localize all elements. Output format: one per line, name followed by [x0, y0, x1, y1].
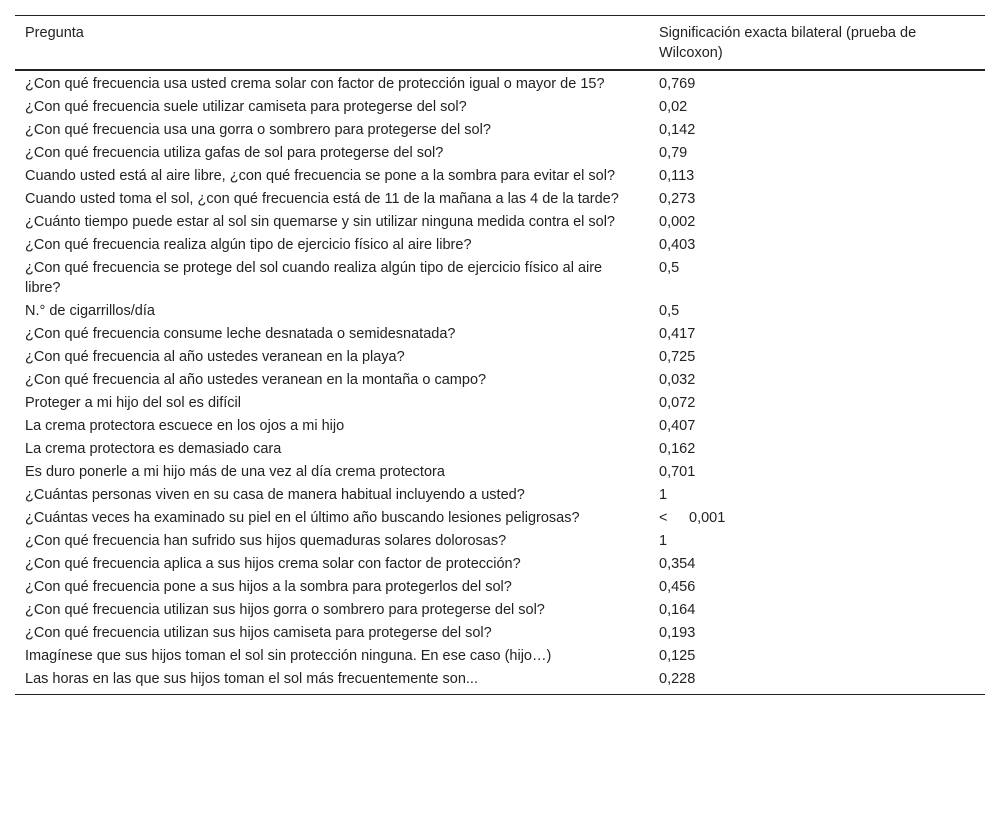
value-cell: 0,02 — [659, 99, 688, 115]
table-row — [15, 142, 985, 165]
value-cell: 0,002 — [659, 214, 696, 230]
value-cell: 0,354 — [659, 556, 696, 572]
question-cell: La crema protectora escuece en los ojos a mi hijo — [25, 418, 345, 434]
question-cell: Imagínese que sus hijos toman el sol sin protección ninguna. En ese caso (hijo…) — [25, 648, 552, 664]
question-cell: ¿Con qué frecuencia al año ustedes veranean en la montaña o campo? — [25, 372, 487, 388]
value-cell: 0,5 — [659, 303, 680, 319]
table-row — [15, 599, 985, 622]
question-cell: Las horas en las que sus hijos toman el sol más frecuentemente son... — [25, 671, 478, 687]
table-row — [15, 211, 985, 234]
value-cell: 0,113 — [659, 168, 695, 184]
value-cell: 0,417 — [659, 326, 696, 342]
value-cell: 0,228 — [659, 671, 696, 687]
table-row — [15, 392, 985, 415]
value-cell: 0,769 — [659, 76, 696, 92]
header-row — [15, 16, 985, 71]
question-cell: ¿Con qué frecuencia usa usted crema solar con factor de protección igual o mayor de 15? — [25, 76, 605, 92]
value-cell: 0,725 — [659, 349, 696, 365]
value-cell: 0,072 — [659, 395, 696, 411]
value-cell: 1 — [659, 533, 668, 549]
table-body — [15, 70, 985, 695]
value-cell: 0,403 — [659, 237, 696, 253]
question-cell: ¿Con qué frecuencia han sufrido sus hijos quemaduras solares dolorosas? — [25, 533, 507, 549]
question-cell: ¿Con qué frecuencia realiza algún tipo de ejercicio físico al aire libre? — [25, 237, 472, 253]
value-cell: 0,5 — [659, 260, 680, 276]
question-cell: ¿Con qué frecuencia se protege del sol cuando realiza algún tipo de ejercicio físico al aire libre? — [25, 260, 603, 296]
question-cell: N.° de cigarrillos/día — [25, 303, 155, 319]
table-row — [15, 70, 985, 96]
table-header — [15, 16, 985, 71]
table-row — [15, 438, 985, 461]
table-row — [15, 553, 985, 576]
question-cell: ¿Con qué frecuencia suele utilizar camiseta para protegerse del sol? — [25, 99, 467, 115]
value-cell: 0,142 — [659, 122, 696, 138]
table-row — [15, 119, 985, 142]
table-row — [15, 576, 985, 599]
question-cell: Es duro ponerle a mi hijo más de una vez al día crema protectora — [25, 464, 445, 480]
value-cell: 1 — [659, 487, 668, 503]
table-row — [15, 369, 985, 392]
table-row — [15, 165, 985, 188]
value-cell: 0,701 — [659, 464, 696, 480]
value-cell: 0,032 — [659, 372, 696, 388]
table-row — [15, 188, 985, 211]
question-cell: ¿Con qué frecuencia utilizan sus hijos camiseta para protegerse del sol? — [25, 625, 492, 641]
table-row — [15, 461, 985, 484]
value-cell: 0,164 — [659, 602, 696, 618]
question-cell: Cuando usted está al aire libre, ¿con qué frecuencia se pone a la sombra para evitar el sol? — [25, 168, 616, 184]
value-cell — [649, 507, 985, 530]
table-row — [15, 622, 985, 645]
question-cell: ¿Con qué frecuencia usa una gorra o sombrero para protegerse del sol? — [25, 122, 491, 138]
question-cell: ¿Con qué frecuencia aplica a sus hijos crema solar con factor de protección? — [25, 556, 521, 572]
value-cell: 0,162 — [659, 441, 696, 457]
question-cell: Cuando usted toma el sol, ¿con qué frecuencia está de 11 de la mañana a las 4 de la tarde? — [25, 191, 619, 207]
table-row — [15, 96, 985, 119]
value-text: 0,001 — [689, 510, 726, 526]
question-cell: Proteger a mi hijo del sol es difícil — [25, 395, 241, 411]
table-row — [15, 257, 985, 300]
table-row — [15, 484, 985, 507]
value-cell: 0,273 — [659, 191, 696, 207]
table-row — [15, 323, 985, 346]
question-cell: ¿Cuántas veces ha examinado su piel en el último año buscando lesiones peligrosas? — [25, 510, 580, 526]
value-cell: 0,79 — [659, 145, 688, 161]
results-table-container — [15, 15, 985, 695]
table-row — [15, 415, 985, 438]
less-than-symbol: < — [659, 510, 668, 526]
table-row — [15, 346, 985, 369]
question-cell: ¿Con qué frecuencia utilizan sus hijos gorra o sombrero para protegerse del sol? — [25, 602, 545, 618]
question-cell: ¿Cuánto tiempo puede estar al sol sin quemarse y sin utilizar ninguna medida contra el sol? — [25, 214, 615, 230]
question-cell: ¿Con qué frecuencia pone a sus hijos a la sombra para protegerlos del sol? — [25, 579, 512, 595]
question-cell: ¿Con qué frecuencia al año ustedes veranean en la playa? — [25, 349, 405, 365]
table-row — [15, 530, 985, 553]
table-row — [15, 300, 985, 323]
wilcoxon-results-table — [15, 15, 985, 695]
table-row — [15, 234, 985, 257]
value-cell: 0,407 — [659, 418, 696, 434]
question-cell: La crema protectora es demasiado cara — [25, 441, 282, 457]
value-cell: 0,193 — [659, 625, 696, 641]
table-row — [15, 507, 985, 530]
question-cell: ¿Cuántas personas viven en su casa de manera habitual incluyendo a usted? — [25, 487, 525, 503]
table-row — [15, 645, 985, 668]
header-question: Pregunta — [25, 25, 84, 41]
table-row — [15, 668, 985, 695]
value-cell: 0,125 — [659, 648, 696, 664]
header-significance: Significación exacta bilateral (prueba de Wilcoxon) — [659, 25, 917, 61]
question-cell: ¿Con qué frecuencia utiliza gafas de sol para protegerse del sol? — [25, 145, 444, 161]
question-cell: ¿Con qué frecuencia consume leche desnatada o semidesnatada? — [25, 326, 456, 342]
value-cell: 0,456 — [659, 579, 696, 595]
